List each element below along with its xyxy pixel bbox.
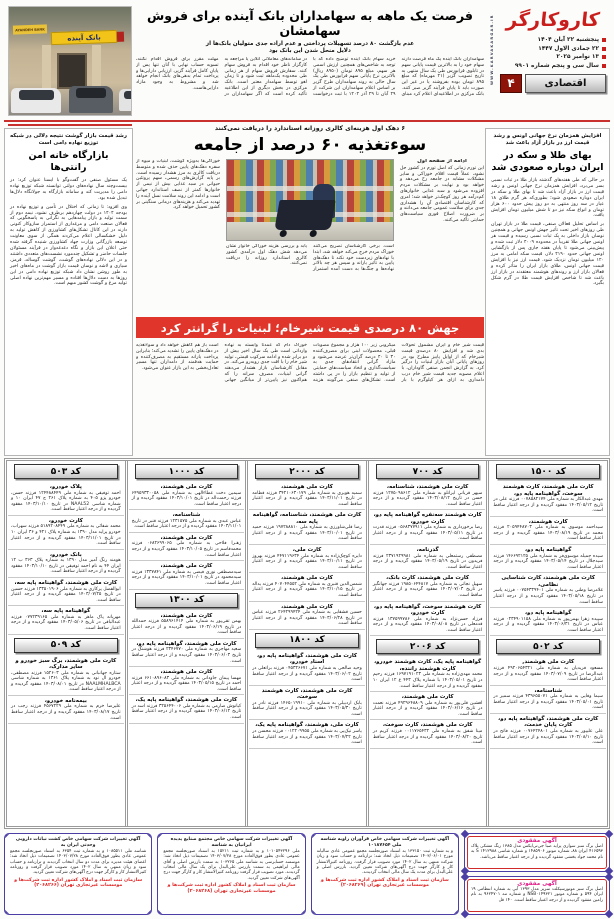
ad-body: سیداحمد موسوی به شماره ملی ۲۰۵۹۴۴۸۷۰۳ فرزند محمد در تاریخ ۱۴۰۳/۰۸/۱۹ مفقود گردیده و از درجه اعتبار ساقط است.	[493, 525, 603, 542]
bank-ayandeh-photo	[8, 6, 132, 116]
ad-title: کارت ملی هوشمند، کارت هوشمند سوخت،	[261, 687, 353, 701]
lead-subhead: عدم بازگشت ۸۰ درصد تسهیلات پرداختی و عدم اراده جدی متولیان بانک‌ها از دلایل منحل شدن این بانک بود	[205, 41, 415, 54]
lost-notice-title: آگهی مفقودی	[517, 881, 557, 887]
ad-body: افشین قلی‌پور به شماره ملی ۴۹۲۹۶۴۸۸۰۹ فرزند نعمت در تاریخ ۱۴۰۳/۰۶/۱۶ مفقود گردیده و از درجه اعتبار ساقط است.	[372, 700, 483, 717]
ad-body: محمد مهدی‌زاده به شماره ملی ۱۶۹۷۱۹۱۰۲۳ فرزند رحیم در تاریخ ۱۴۰۳/۰۵/۰۱ با شماره پلاک ۴۴۳ ع ۱۲ ایران ۱۰ مفقود گردیده و از درجه اعتبار ساقط است.	[372, 672, 483, 689]
classified-ad	[370, 545, 486, 573]
ad-title: کارت ملی هوشمند، کارت هوشمند سوخت، گواهینامه پایه دو،	[502, 484, 594, 497]
corner-ornament-icon	[300, 833, 305, 838]
ad-body: سعید مهاجری به شماره ملی ۲۳۴۶۷۷۰ فرزند هوشنگ در تاریخ ۱۴۰۳/۰۶/۰۳ مفقود گردیده و از درجه اعتبار ساقط است.	[131, 647, 242, 664]
date-text: ۱۳ نوامبر ۲۰۲۵	[556, 54, 599, 60]
classified-ad	[129, 482, 245, 510]
ad-body: دایره کوچک‌زاده به شماره ملی ۴۴۷۱۱۹۶۳۴ فرزند بهروز در تاریخ ۱۴۰۳/۱۰/۱۱ مفقود گردیده و از درجه اعتبار ساقط است.	[252, 553, 362, 570]
section-label: اقتصادی	[525, 74, 606, 93]
date-text: پنجشنبه ۲۲ آبان ۱۴۰۴	[537, 37, 599, 43]
notice-footer: سازمان ثبت اسناد و املاک کشور اداره ثبت شرکت‌ها و موسسات غیرتجاری تهران (۲۰۶۸۲۶۸)	[167, 882, 296, 894]
ad-body: سیمین دخت عطاءالهی به شماره ملی ۶۴۹۵۹۳۳۰۰۵۸ فرزند رحمت‌اله در تاریخ ۱۴۰۳/۱۰/۰۱ مفقود گردیده و از درجه اعتبار ساقط است.	[131, 490, 242, 507]
continued-label: ادامه از صفحه اول	[417, 159, 467, 164]
ad-title: کارت ملی هوشمند، کارت شناسایی نظامی،	[501, 575, 595, 588]
ad-body: شمس‌الدین قنبری به شماره ملی ۴۰۷۰۴۴۵۵۲ فرزند یداله در تاریخ ۱۴۰۳/۱۰/۱۵ مفقود گردیده و از درجه اعتبار ساقط است.	[252, 581, 362, 599]
lost-ads-column	[464, 833, 610, 915]
corner-ornament-icon	[454, 833, 459, 838]
lost-notice-body: اصل برگ سبز سواری پراید صبا جی‌تی‌ایکس مدل ۱۳۸۵ رنگ مشکی پلاک ۴۱۶۵۹۳ ایران ۸۸، شماره موتور ۱۴۸۵۹۰۶ و شماره شاسی ۱۴۱۲۹۸۸ S به نام محمد جواد بخشی مفقود گردیده و از درجه اعتبار ساقط می‌باشد.	[471, 844, 603, 860]
left-article-kicker: رشد قیمت بازار گوشت نتیجه دلالی در شبکه توزیع نهاده دامی است	[10, 133, 127, 146]
ad-body: سهیل نجاتی به شماره ملی ۱۹۸۵۰۶۴۴۸۱۷ فرزند جهانگیر در تاریخ ۱۴۰۳/۰۷/۰۳ مفقود گردیده و از درجه اعتبار ساقط است.	[372, 581, 483, 599]
classifieds-grid	[4, 458, 610, 829]
ad-body: ابوالفضل پرکاری به شماره ملی ۱۳۳۵۰۱۹۰۶ فرزند حسین در تاریخ ۱۴۰۳/۰۷/۲۵ مفقود گردیده و از درجه اعتبار ساقط است.	[11, 586, 121, 603]
classified-ad	[249, 545, 365, 573]
notice-footer: سازمان ثبت اسناد و املاک کشور اداره ثبت شرکت‌ها و موسسات غیرتجاری تهران (۲۰۶۸۲۶۹)	[320, 877, 449, 889]
corner-ornament-icon	[147, 910, 152, 915]
date-text: ۲۲ جمادی الاول ۱۴۴۷	[538, 45, 599, 52]
code-header: کد ۲۰۰۶	[376, 639, 480, 654]
newspaper-website: WWW.KARVAKARGAR.IR	[490, 14, 494, 85]
classified-ad	[490, 657, 606, 685]
center-column-right: ادامه از صفحه اول این تورم زمانی که اصل تورم در کشور حل نشود، عملاً قیمت اقلام خوراکی و سایر مشکلات مشابه در جامعه رخ می‌دهد و خواهد بود و نهایت بر مشکلات مردم افزوده می‌شود و سبد غذایی خانوارهای کم‌درآمد هر روز کوچک‌تر خواهد شد؛ امری که کارشناسان اقتصادی آن را هشداری جدی برای سلامت عمومی جامعه می‌دانند و بر ضرورت اصلاح فوری سیاست‌های حمایتی تأکید می‌کنند.	[400, 159, 484, 223]
classified-ad	[370, 692, 486, 720]
classified-ad	[8, 482, 124, 516]
ad-title: کارت ملی هوشمند،	[281, 603, 333, 610]
ad-body: غلامرضا وطنی به شماره ملی ۰۰۷۵۴۳۳۹۴۰۱ فرزند یاسر در تاریخ ۱۴۰۳/۰۵/۱۸ مفقود گردیده و از درجه اعتبار ساقط است.	[493, 588, 604, 605]
classified-ad	[490, 545, 606, 573]
classified-ad	[129, 611, 245, 639]
corner-ornament-icon	[157, 910, 162, 915]
lost-notice-box	[464, 876, 610, 915]
ad-body: احمد توفیقی به شماره ملی ۱۲۴۴۸۸۴۴۹ فرزند حسن، خودرو پژو ۴۰۵ به شماره پلاک ۲۶۱ ج ۴۷ ایران ۱۰ و شماره شاسی NAAL52 در تاریخ ۱۴۰۳/۱۰/۱۰ مفقود گردیده و از درجه اعتبار ساقط است.	[11, 490, 121, 513]
banner-article-body: قیمت شیر خام و ایران مشمول تحولات بدی شد و افزایش ۸۰ درصدی قیمت شیرخام که از اوایل پاییز مطرح بود در روزهای پایانی آبان بازار لبنیات را درگیر کرد. به گزارش انجمن صنفی گاوداران، با اعلام مصوبه جدید قیمت شیر خام درب دامداری به ازای هر کیلوگرم با بار میکروبی زیر ۱۰۰ هزار و مجموع مصوبات قبلی، محصولات لبنی برای مصرف‌کننده ۳۰ تا ۴۰ درصد گران‌تر عرضه می‌شود و مازاد گرانی انتقادهای جدی به سیاست‌گذاری و اتخاذ سیاست‌های حمایتی از تولید و تنظیم بازار را در پی داشته است. تشکل‌های صنفی می‌گویند هزینه خوراک دام که عمدتاً وابسته به نهاده وارداتی است طی یک سال اخیر بیش از دو برابر شده و ادامه سرکوب قیمتی، تولید شیر خام را با افت جدی روبه‌رو می‌کند. در مقابل کارشناسان بازار هشدار می‌دهند گرانی لبنیات، مصرف سرانه را که هم‌اکنون نیز پایین‌تر از میانگین جهانی است باز هم کاهش خواهد داد و سوءتغذیه در دهک‌های پایین را تشدید می‌کند؛ بنابراین پرداخت یارانه مستقیم به مصرف‌کننده و حمایت هدفمند از دامداران تنها مسیر تعادل‌بخشی به این بازار عنوان می‌شود.	[136, 343, 484, 383]
classified-ad	[249, 573, 365, 601]
ad-title: کارت ملی هوشمند، گواهینامه پایه دو،	[136, 640, 237, 647]
ad-title: کارت ملی هوشمند،	[160, 563, 213, 570]
ad-body: مهدی عبدالکار به شماره ملی ۰۰۷۸۵۸۲۱۷۴ فرزند علی در تاریخ ۱۴۰۳/۰۵/۱۲ مفقود گردیده و از درجه اعتبار ساقط است.	[493, 497, 604, 514]
masthead	[488, 6, 610, 118]
ad-body: زهـرا فلاحی به شماره ملی ۰۶۸۲۶۹۹۰۶۵ فرزند محمدقاسم در تاریخ ۱۴۰۳/۱۰/۰۵ مفقود گردیده و از درجه اعتبار ساقط است.	[131, 541, 242, 558]
classified-ad	[129, 510, 245, 533]
ad-title: بیمه‌نامه خودرو،	[44, 697, 87, 704]
lead-headline: فرصت یک ماهه به سهامداران بانک آینده برای فروش سهامشان	[147, 8, 473, 38]
classified-ad	[8, 550, 124, 578]
center-article-kicker: ۶ دهک اول هزینه‌ای کالری روزانه استاندارد را دریافت نمی‌کنند	[214, 125, 406, 132]
classified-column	[486, 461, 607, 826]
car	[11, 88, 61, 113]
registry-notice-box	[157, 833, 305, 915]
ad-body: بهمن تقی‌پور به شماره ملی ۵۵۸۹۶۱۴۱۴ فرزند حمدالله در تاریخ ۱۴۰۳/۰۶/۱۹ مفقود گردیده و از درجه اعتبار ساقط است.	[131, 619, 242, 636]
classified-ad	[249, 482, 365, 510]
code-header: کد ۱۳۰۰	[135, 593, 239, 608]
classified-ad	[129, 561, 245, 589]
ad-title: کارت ملی، هوشمند، گواهینامه پایه یک،	[255, 722, 359, 729]
lost-notice-box	[464, 833, 610, 872]
lost-notice-body: اصل برگ سبز موتورسیکلت سریر مدل ۱۳۹۳ آبی به شماره انتظامی ۱۹ ایران ۵۹۴ و شماره موتور NSB۰۱۴۹۳۲۱ و شماره تنه ۹۶۲۴۷۰۱ به نام رامین مفقود گردیده و از درجه اعتبار ساقط است. ۱۴۰ قل	[471, 887, 603, 903]
date-bullet-icon	[602, 47, 606, 51]
shopping-cart	[274, 200, 335, 230]
car	[69, 86, 113, 113]
ad-body: سیدمصطفی نوری فیضی به شماره ملی ۱۳۳۷۸۴۱ فرزند سیدمحمود در تاریخ ۱۴۰۳/۱۰/۰۱ مفقود گردیده و از درجه اعتبار ساقط است.	[131, 569, 242, 586]
photo-divider-rule	[8, 124, 132, 126]
classified-column	[125, 461, 246, 826]
ad-body: کیانوش صارمی به شماره ملی ۳۲۵۶۴۴۰۰۶ فرزند اسد در تاریخ ۱۴۰۳/۰۶/۱۲ مفقود گردیده و از درجه اعتبار ساقط است.	[131, 703, 242, 721]
classified-column	[245, 461, 366, 826]
ad-body: سیما وفایی به شماره ملی ۴۳۹۶۵۵۰۷۱ فرزند سمیر در تاریخ ۱۴۰۳/۰۵/۰۱ مفقود گردیده و از درجه اعتبار ساقط است.	[493, 694, 603, 711]
classified-ad	[370, 720, 486, 748]
ad-body: سپیده زهرا بهمن‌پور به شماره ملی ۰۲۳۴۹۰۱۱۵۸ فرزند عباس در تاریخ ۱۴۰۳/۰۶/۳۱ مفقود گردیده و از درجه اعتبار ساقط است.	[493, 616, 603, 633]
corner-ornament-icon	[4, 910, 9, 915]
masthead-date	[500, 54, 606, 60]
ad-body: حسین قشقایی به شماره ملی ۲۶۴۲۹۹۴۲۴ فرزند عباس در تاریخ ۱۴۰۳/۰۶/۲۸ مفقود گردیده و از درجه اعتبار ساقط است.	[252, 610, 362, 627]
ad-body: مهربانه پاک ماهر به شماره ملی ۰۷۷۲۳۹۱۶۵ فرزند عبدالباقی در تاریخ ۱۴۰۳/۰۵/۰۶ مفقود گردیده و از درجه اعتبار ساقط است.	[11, 614, 121, 631]
classified-ad	[249, 510, 365, 545]
notice-title: آگهی تغییرات شرکت سهامی خاص کشت نباتات دارویی وحدتی ایران به	[15, 837, 141, 848]
ad-body: مسعود فریدیان به شماره ملی ۴۹۲۰۶۵۴۳۲۱ فرزند عبدالرضا در تاریخ ۱۴۰۳/۰۷/۰۹ مفقود گردیده و از درجه اعتبار ساقط است.	[493, 665, 603, 683]
notice-footer: سازمان ثبت اسناد و املاک کشور اداره ثبت شرکت‌ها و موسسات غیرتجاری تهران (۲۰۶۸۲۶۶)	[14, 877, 143, 889]
classified-ad	[129, 667, 245, 695]
ad-title: کارت ملی هوشمند، شناسنامه،	[386, 484, 469, 490]
right-article-kicker: افزایش همزمان نرخ جهانی اونس و رشد قیمت ارز در بازار آزاد باعث شد	[493, 133, 602, 146]
classified-ad	[370, 657, 486, 692]
ad-title: کارت ملی هوشمند، گواهینامه پایه دو، اسناد خودرو،	[256, 652, 358, 666]
lead-body: سهامداران بانک آینده یک ماه فرصت دارند سهام خود را به بالاترین قیمت پایانی سهم در تابلوی فرابورس طی یک سال منتهی به تاریخ تصویب گزیر (۲۱ مهرماه) که مبلغ ۸۹۵ تومان بوده بفروشند یا در غیر این صورت باید تا پایان فرآیند گزیر صبر کنند. بانک مرکزی در اطلاعیه‌ای اعلام کرد مبنای خرید سهام بانک آینده توضیح داده که با توجه به شاخص‌های همچنین ارزش اسمی هر سهم، مبلغ ۸۹۵ تومان (۸۹۵۰ ریال) بالاترین نرخ پایانی سهم فرابورس طی یک سال حالی به روند سهامداران طرح گزیر بر اساس اعلام سهامداران این شرکت از ۲۹ آبان تا ۲۹ آذر ۱۴۰۴ با ثبت درخواست در سامانه‌های معاملاتی آنلاین یا مراجعه به کارگزار ناظر خود اقدام به فروش سهام کنند. سفارش فروش سهام از هر زمانی طی محدوده یک‌ماهه ثبت شود و تا زمان لغو توسط سهامدار معتبر است. بانک مرکزی در بخش دیگری از این اطلاعیه تأکید کرده است که اگر سهامداران در مهلت مقرر برای فروش اقدام نکنند، تسویه حساب نهایی با آنان تنها پس از پایان کامل فرآیند گزیر، ارزیابی دارایی‌ها و پرداخت تمام بدهی‌های بانک انجام خواهد شد و مشروط به وجود مازاد دارایی‌هاست.	[136, 57, 484, 97]
ad-title: کارت هوشمند سه‌نفره گواهینامه پایه دو، کارت خودرو،	[373, 512, 482, 525]
right-article-body: در حالی که طی هفته‌های گذشته بازار طلا در ثبات نسبی بسر می‌برد، افزایش همزمان نرخ جهانی اونس و رشد قیمت ارز در بازار آزاد باعث شد تا بهای طلا و سکه در ایران دوباره صعودی شود؛ بطوری‌که هر گرم طلای ۱۸ عیار در سه روز منتهی به دو روز پیش حدود ۶۰۰ هزار تومان و انواع سکه نیز دو تا شش میلیون تومان افزایش یافت. بر اساس تحلیل فعالان صنفی، قیمت طلا در بازار تهران طی روزهای اخیر تحت تأثیر جهش اونس جهانی و همچنین نوسان بازار داخلی به یک ثبات نسبی رسیده و قیمت هر اونس جهانی طلا تقریباً در محدوده ۴۰۰۹ دلار ثبت شده و پیش‌بینی می‌شود تا پایان هفته جاری پس از بازگشایی اونس جهانی حدود ۴۱۹۰ دلار، قیمت سکه امامی به مرز ۱۲۰ میلیون تومان نزدیک شود. قیمت ارز نیز با افزایش قیمت جهانی اونس، طلای بازار ایران را متأثر کرده و فعالان بازار ارز و روندهای هوشمند معتقدند در بازار ارز باعث شد تا شاخص افزایش قیمت طلا در گرم شکل بگیرد.	[491, 178, 604, 287]
classified-ad	[370, 510, 486, 545]
center-article-headline: سوءتغذیه ۶۰ درصد از جامعه	[193, 135, 427, 155]
ad-title: گذرنامه،	[416, 547, 439, 554]
ad-title: گواهینامه پایه سه،	[41, 608, 91, 615]
classified-ad	[490, 482, 606, 517]
classified-ad	[8, 516, 124, 550]
ad-body: یاسر نیک‌پی به شماره ملی ۰۰۱۲۲۰۹۹۵۵ فرزند محسن در تاریخ ۱۴۰۳/۰۷/۲۲ مفقود گردیده و از درجه اعتبار ساقط است.	[252, 728, 362, 746]
classified-column	[7, 461, 125, 826]
building-column	[42, 45, 51, 91]
ad-body: بابک اردبیلی به شماره ملی ۱۴۶۵۰۱۹۹۱۰ فرزند نادر در تاریخ ۱۴۰۳/۰۵/۳۰ مفقود گردیده و از درجه اعتبار ساقط است.	[252, 700, 362, 717]
ad-title: گواهینامه پایه دو،	[525, 547, 572, 554]
classified-ad	[370, 573, 486, 601]
center-middle-text: است. برخی کارشناسان تصریح می‌کنند خوراک مردم خرج می‌کند خواهد شد، ابتدا با نهادهای زیردست خود نکند تا دهک‌های پایین به تأثیر یارانه و سپس هر چه بالاتر نهاده‌ها و جنگ‌ها به دست آمده استمرار یابد و بررسی هزینه خوراکی خانوار نشان می‌دهد شش دهک اول درآمدی کشور کالری استاندارد روزانه را دریافت نمی‌کنند.	[226, 244, 394, 273]
classified-ad	[490, 714, 606, 749]
notice-title: آگهی تغییرات شرکت سهامی خاص فرآوران زاویه شناسه ملی ۱۰۱۸۷۶۵۴	[320, 837, 450, 848]
left-article-headline: بازارگاه خانه امن رانتی‌ها	[28, 150, 109, 173]
classified-ad	[129, 533, 245, 561]
car	[119, 89, 132, 111]
right-article	[485, 128, 610, 456]
ad-title: کارت ملی،	[292, 547, 322, 554]
classified-ad	[490, 517, 606, 545]
code-header: کد ۱۵۰۰	[496, 464, 600, 479]
corner-ornament-icon	[300, 910, 305, 915]
date-bullet-icon	[602, 38, 606, 42]
ad-title: کارت ملی هوشمند،	[401, 694, 454, 701]
classified-ad	[129, 695, 245, 723]
ad-title: کارت ملی هوشمند,	[522, 659, 575, 666]
masthead-date	[500, 46, 606, 52]
ad-body: مهسا پیمان جاودانی به شماره ملی ۶۶۱۰۸۹۶۰۸۳ فرزند احمد در تاریخ ۱۴۰۳/۰۵/۱۵ مفقود گردیده و از درجه اعتبار ساقط است.	[131, 675, 242, 692]
classified-ad	[129, 639, 245, 667]
ad-body: ستاره جهانبانی به شماره ملی ۱۵۲۶۰۳ فرزند مصطفی، خودرو ال نود به شماره پلاک ۱۳۶۱ به شماره شاسی NAALMHALBCA در تاریخ ۱۴۰۳/۰۸/۰۱ مفقود گردیده و از درجه اعتبار ساقط است.	[11, 670, 121, 693]
ad-body: علیرضا خرم به شماره ملی ۴۵۶۷۲۲۹ فرزند رجب در تاریخ ۱۴۰۳/۰۸/۱۷ مفقود گردیده و از درجه اعتبار ساقط است.	[11, 704, 121, 721]
corner-ornament-icon	[311, 910, 316, 915]
classified-ad	[490, 573, 606, 608]
masthead-date	[500, 63, 606, 69]
notice-title: آگهی تغییرات شرکت سهامی خاص مجتمع صنایع پدیده ایرانیان به شناسه	[170, 837, 293, 848]
section-row	[500, 74, 606, 93]
ad-title: گواهینامه پایه دو،	[525, 610, 572, 617]
date-bullet-icon	[602, 55, 606, 59]
masthead-date	[500, 37, 606, 43]
ad-body: عباس عبدی به شماره ملی ۱۲۳۱۵۷۵ فرزند قنبر در تاریخ ۱۴۰۳/۱۱/۰۱ مفقود گردیده و از درجه اعتبار ساقط است.	[131, 518, 242, 530]
corner-ornament-icon	[4, 833, 9, 838]
corner-ornament-icon	[147, 833, 152, 838]
building-column	[92, 45, 101, 91]
ad-title: کارت ملی هوشمند،	[160, 669, 213, 676]
center-article-body	[136, 159, 484, 307]
ad-title: کارت ملی هوشمند، گواهینامه پایه یک،	[135, 697, 238, 704]
ad-body: وحید صالحی به شماره ملی ۰۴۵۳۲۶۶۷۱ فرزند براتعلی در تاریخ ۱۴۰۳/۰۶/۰۲ مفقود گردیده و از درجه اعتبار ساقط است.	[252, 665, 362, 683]
milk-price-banner: جهش ۸۰ درصدی قیمت شیرخام؛ لبنیات را گرانتر کرد	[136, 317, 484, 338]
lost-notice-inner	[467, 879, 607, 912]
classified-ad	[8, 578, 124, 606]
ad-body: سمیه هویزی به شماره ملی ۳۴۲۱۰۶۳۰۱۷۹ فرزند قطامه در تاریخ ۱۴۰۳/۱۱/۰۱ مفقود گردیده و از درجه اعتبار ساقط است.	[252, 490, 362, 507]
ad-title: کارت هوشمند،	[528, 518, 568, 525]
classified-ad	[249, 602, 365, 630]
classified-ad	[8, 656, 124, 696]
classified-ad	[249, 651, 365, 686]
page-number: ۴	[500, 74, 522, 93]
ad-title: کارت هوشمند سوخت، گواهینامه پایه دو، کارت خودرو،	[373, 603, 482, 617]
lost-notice-title: آگهی مفقودی	[517, 838, 557, 844]
classified-ad	[249, 686, 365, 721]
classified-ad	[370, 482, 486, 510]
supermarket-photo	[226, 159, 394, 241]
ad-title: کارت ملی هوشمند، برگ سبز خودرو و سایر مدارک،	[15, 657, 117, 671]
corner-ornament-icon	[605, 910, 613, 918]
ad-title: کارت خودرو،	[48, 517, 83, 524]
ad-title: کارت ملی هوشمند، گواهینامه پایه سه،	[14, 580, 118, 587]
corner-ornament-icon	[454, 910, 459, 915]
center-column-left: خوراکی‌ها به‌ویژه گوشت، لبنیات و میوه از سفره دهک‌های پایین حذف شده و متوسط دریافت کالری به مرز هشدار رسیده است. بر پایه گزارش‌های رسمی، سهم پروتئین حیوانی در سبد غذایی بیش از نیمی از خانوارها کمتر از نصف استاندارد جهانی است و ادامه این روند سلامت نسل آینده را تهدید می‌کند و هزینه‌های درمانی سنگینی بر کشور تحمیل خواهد کرد.	[136, 159, 220, 211]
classified-ad	[8, 696, 124, 724]
corner-ornament-icon	[311, 833, 316, 838]
classified-ad	[370, 602, 486, 637]
ad-body: سیده جمیله موسوی‌فر به شماره ملی ۱۴۶۶۹۲۱۲۵ فرزند سیدجلال در تاریخ ۱۴۰۳/۰۵/۱۴ مفقود گردیده و از درجه اعتبار ساقط است.	[493, 553, 603, 570]
classified-column	[366, 461, 487, 826]
ad-title: شناسنامه،	[172, 512, 201, 519]
code-header: کد ۵۰۲	[496, 639, 600, 654]
left-article-body: یک مسئول صنفی در گفت‌وگو با ایسنا عنوان کرد: در بیست‌وچند سال نهاده‌های دولتی توانسته شبکه توزیع نهاده دامی را مدیریت کند و سامانه بازارگاه به جولانگاه دلال‌ها تبدیل شده بود. وی افزود: تا زمانی که اختلال در تأمین و توزیع نهاده در بودجه ۱۴۰۴ در دولت چهاردهم برطرف نشود، نیمه دوم از سمت تولید و بازار پیامدهایی به نگرانی به پاسخگویی که فعالان صنعت دامی و مرغداری از استمرار سازوکار کنونی دارند در این کانال تشکل‌های کشاورزی از کاهش تولید به دلیل خشکسالی اعلام می‌کردند همگی از سوی معاونت توسعه بازرگانی وزارت جهاد کشاورزی شنیده گرفته شده حتی اعلان این بازار و نگاه دغدغه‌وار در فرآیند مسئولان جلسات حاضر و تشکیل چندمورد نشست‌های متعددی داشتند و در این دلالی نهاده‌های گوشت، گوشت گوساله، قرمز، سیاری و لاشه و نوسان قیمت بازار گوشت در ماه‌های اخیر به طور روشن نشان داد شبکه توزیع نهاده دامی در این روزها به دست دلال‌ها افتاده و مسیر مهم‌ترین نهاده اصلی تولید مرغ و گوشت کشور مبهم است.	[10, 178, 127, 287]
date-bullet-icon	[602, 64, 606, 68]
ad-title: کارت ملی هوشمند، کارت سوخت،	[382, 722, 473, 729]
code-header: کد ۷۰۰	[376, 464, 480, 479]
registry-notice-box	[311, 833, 459, 915]
bank-sign-en: AYANDEH BANK	[13, 24, 47, 34]
ad-title: کارت ملی هوشمند،	[281, 484, 333, 490]
ad-title: کارت ملی هوشمند،	[160, 484, 213, 490]
classified-ad	[8, 606, 124, 634]
code-header: کد ۲۰۰۰	[255, 464, 359, 479]
corner-ornament-icon	[157, 833, 162, 838]
ad-title: بانک خودرو،	[49, 551, 82, 558]
ad-title: گواهینامه پایه یک، کارت هوشمند خودرو، کارت هوشمند راننده،	[374, 659, 482, 672]
newspaper-logo: کاروکارگر	[505, 9, 601, 31]
registry-notice-box	[4, 833, 152, 915]
notice-body: شناسه ملی ۱۰۸۵۵۱۱ و به شماره ثبت ۶۳۵۴ به استناد صورتجلسه مجمع عمومی عادی بطور فوق‌العاده مورخ ۱۴۰۳/۰۷/۲۸ تصمیمات ذیل اتخاذ شد: اعضای هیئت مدیره برای مدت دو سال انتخاب گردیدند و ترازنامه و حساب سود و زیان منتهی به سال ۱۴۰۲ مورد تصویب قرار گرفت و روزنامه کثیرالانتشار کار و کارگر جهت درج آگهی‌های شرکت تعیین گردید.	[10, 849, 147, 876]
ad-body: مینا شفق به شماره ملی ۰۰۱۱۷۶۵۴۳۲ فرزند کریم در تاریخ ۱۴۰۳/۰۸/۲۰ مفقود گردیده و از درجه اعتبار ساقط است.	[372, 728, 483, 746]
bank-entrance	[57, 53, 87, 89]
code-header: کد ۵۰۳	[14, 464, 118, 479]
code-header: کد ۱۰۰۰	[135, 464, 239, 479]
right-article-headline: بهای طلا و سکه در ایران دوباره صعودی شد	[491, 150, 604, 173]
ad-title: کارت ملی هوشمند، شناسنامه، گواهینامه پایه سه،	[252, 512, 362, 525]
code-header: کد ۱۸۰۰	[255, 633, 359, 648]
date-text: سال سی و پنجم شماره ۹۹۰۱	[514, 62, 599, 69]
ad-title: پلاک خودرو،	[49, 484, 82, 490]
center-column-middle	[226, 159, 394, 307]
ad-body: هومند رنگ آمیز مدل ۱۳۹۰ به شماره پلاک ۳۶۳ ب ۱۲ ایران ۴۴ به نام احمد توفیقی در تاریخ ۱۴۰۳/۱۰/۱۰ مفقود گردیده و از درجه اعتبار ساقط است.	[11, 558, 121, 575]
bank-sign-fa: بانک آینده	[51, 30, 117, 45]
ad-title: کارت ملی هوشمند، کارت بانک،	[386, 575, 470, 582]
ad-title: کارت ملی هوشمند،	[160, 612, 213, 619]
ad-title: شناسنامه،	[534, 687, 563, 694]
ad-title: کارت ملی هوشمند، گواهینامه پایه دو، کارت پایان خدمت،	[498, 715, 599, 729]
notice-body: ملی ۱۰۱۰۵۴۳۲۹۶ و به شماره ثبت ۱۵۲۱۱ به استناد صورتجلسه مجمع عمومی عادی بطور فوق‌العاده مورخ ۱۴۰۳/۰۷/۲۸ تصمیمات ذیل اتخاذ شد: موسسه حسابرسی به شناسه ملی ۱۰۳۲۶۵ به سمت بازرس اصلی و آقای مالی ابراهیمی به سمت بازرس علی‌البدل برای یک سال مالی انتخاب گردیدند. مورد تصویب قرار گرفت روزنامه کثیرالانتشار کار و کارگر جهت درج آگهی‌های شرکت تعیین گردید.	[163, 849, 300, 881]
ad-body: رضا قلی‌شاورزی به شماره ملی ۱۹۷۲۸۸۸۱۰ فرزند حمید در تاریخ ۱۴۰۳/۱۰/۰۱ مفقود گردیده و از درجه اعتبار ساقط است.	[252, 525, 362, 542]
classified-ad	[490, 608, 606, 636]
ad-title: کارت ملی هوشمند،	[281, 575, 333, 582]
bottom-row	[4, 833, 610, 915]
ad-body: علی علیپور به شماره ملی ۰۰۷۶۴۲۴۸۰۱ فرزند فاتح در تاریخ ۱۴۰۳/۰۸/۱۰ مفقود گردیده و از درجه اعتبار ساقط است.	[493, 728, 603, 746]
left-article	[4, 128, 133, 456]
ad-body: رضا برخورداری به شماره ملی ۰۵۶۸۳۷۷۹۱۱ فرزند قدرت در تاریخ ۱۴۰۳/۰۵/۱۱ مفقود گردیده و از درجه اعتبار ساقط است.	[372, 525, 483, 542]
ad-body: محمد شفائی به شماره ملی ۵۱۸۹۲۰۸۴۴۹ فرزند سهراب، خودرو پراید مدل ۱۳۹۰ به شماره پلاک ۴۲۱ و ۳۶ ایران ۱۰ در تاریخ ۱۴۰۳/۱۱/۰۱ مفقود گردیده و از درجه اعتبار ساقط است.	[11, 524, 121, 547]
lost-notice-inner	[467, 836, 607, 869]
ad-body: سپهر قربانی ایرانلو به شماره ملی ۱۲۷۵۰۹۸۶۱۲ فرزند حسن در تاریخ ۱۴۰۳/۰۸/۱۲ مفقود گردیده و از درجه اعتبار ساقط است.	[372, 490, 483, 507]
masthead-dates	[500, 37, 606, 69]
ad-body: مصطفی رستمعلی به شماره ملی ۲۳۷۱۹۲۹۹۸۱ فرزند فریدون در تاریخ ۱۴۰۳/۰۵/۱۹ مفقود گردیده و از درجه اعتبار ساقط است.	[372, 553, 483, 570]
classified-ad	[249, 720, 365, 748]
classified-ad	[490, 686, 606, 714]
ad-title: کارت ملی هوشمند،	[160, 534, 213, 541]
lead-article	[136, 8, 484, 118]
code-header: کد ۵۰۹	[14, 638, 118, 653]
center-article	[136, 125, 484, 456]
ad-body: فرزاد حسن‌نژاد به شماره ملی ۱۳۷۵۹۹۷۸۶ فرزند قدمعلی در تاریخ ۱۴۰۳/۰۸/۰۸ مفقود گردیده و از درجه اعتبار ساقط است.	[372, 616, 483, 633]
notice-body: و به شماره ثبت ۱۳۳۱۵۰ به استناد صورتجلسه مجمع عمومی عادی سالیانه مورخ ۱۴۰۳/۰۶/۰۱ تصمیمات ذیل اتخاذ شد: ترازنامه و حساب سود و زیان شرکت منتهی به سال ۱۴۰۲ مورد تصویب قرار گرفت. روزنامه کثیرالانتشار کار و کارگر جهت درج آگهی‌های شرکت تعیین گردید. بازرس اصلی و علی‌البدل برای مدت یک سال مالی انتخاب گردیدند.	[316, 849, 453, 876]
